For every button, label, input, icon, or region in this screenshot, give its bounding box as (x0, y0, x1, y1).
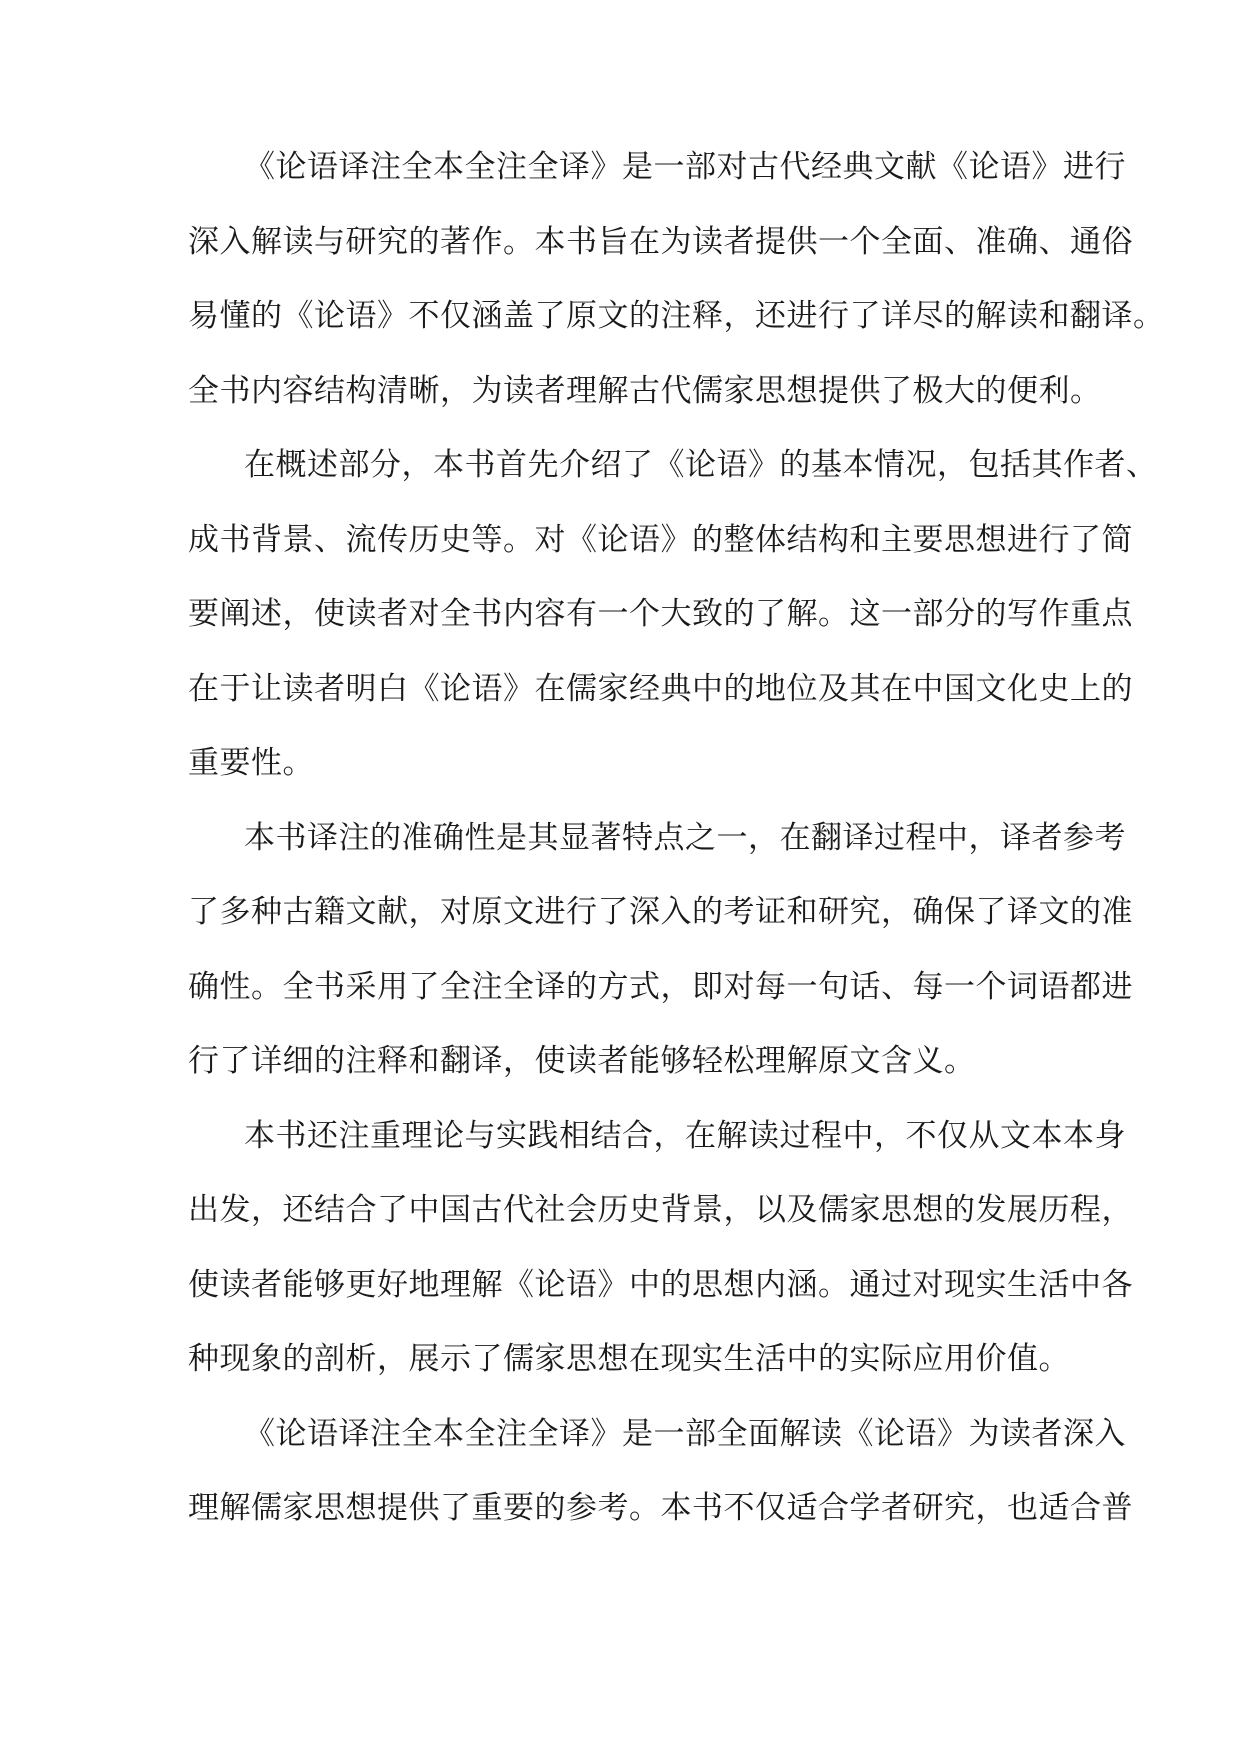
paragraph-2-line-2: 成书背景、流传历史等。对《论语》的整体结构和主要思想进行了简 (188, 521, 1133, 558)
paragraph-4-line-1: 本书还注重理论与实践相结合，在解读过程中，不仅从文本本身 (244, 1117, 1126, 1154)
paragraph-3-line-2: 了多种古籍文献，对原文进行了深入的考证和研究，确保了译文的准 (188, 894, 1133, 930)
paragraph-1-line-4: 全书内容结构清晰，为读者理解古代儒家思想提供了极大的便利。 (188, 372, 1102, 409)
paragraph-3-line-3: 确性。全书采用了全注全译的方式，即对每一句话、每一个词语都进 (188, 968, 1133, 1005)
paragraph-2-line-4: 在于让读者明白《论语》在儒家经典中的地位及其在中国文化史上的 (188, 670, 1133, 707)
paragraph-5-line-2: 理解儒家思想提供了重要的参考。本书不仅适合学者研究，也适合普 (188, 1490, 1133, 1526)
paragraph-4-line-2: 出发，还结合了中国古代社会历史背景，以及儒家思想的发展历程， (188, 1192, 1133, 1228)
paragraph-3-line-4: 行了详细的注释和翻译，使读者能够轻松理解原文含义。 (188, 1043, 976, 1079)
paragraph-2-line-1: 在概述部分，本书首先介绍了《论语》的基本情况，包括其作者、 (244, 447, 1158, 483)
paragraph-1-line-3: 易懂的《论语》不仅涵盖了原文的注释，还进行了详尽的解读和翻译。 (188, 298, 1165, 334)
paragraph-1-line-1: 《论语译注全本全注全译》是一部对古代经典文献《论语》进行 (244, 149, 1126, 185)
paragraph-4-line-3: 使读者能够更好地理解《论语》中的思想内涵。通过对现实生活中各 (188, 1266, 1133, 1303)
paragraph-1-line-2: 深入解读与研究的著作。本书旨在为读者提供一个全面、准确、通俗 (188, 223, 1133, 260)
paragraph-4-line-4: 种现象的剖析，展示了儒家思想在现实生活中的实际应用价值。 (188, 1341, 1070, 1377)
paragraph-2-line-5: 重要性。 (188, 745, 314, 781)
paragraph-2-line-3: 要阐述，使读者对全书内容有一个大致的了解。这一部分的写作重点 (188, 596, 1133, 632)
paragraph-3-line-1: 本书译注的准确性是其显著特点之一，在翻译过程中，译者参考 (244, 819, 1126, 856)
document-body (188, 145, 1165, 1561)
paragraph-5-line-1: 《论语译注全本全注全译》是一部全面解读《论语》为读者深入 (244, 1415, 1126, 1452)
